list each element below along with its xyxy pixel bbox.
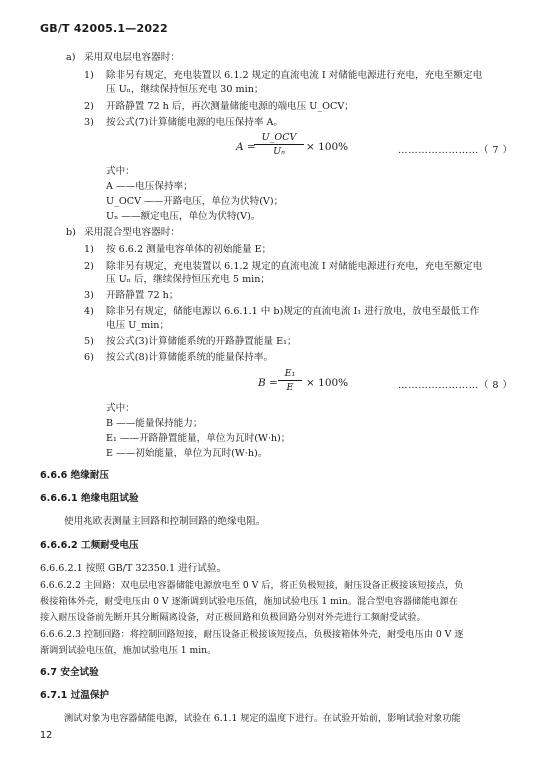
section-heading-6661: 6.6.6.1 绝缘电阻试验: [40, 493, 139, 504]
sub-item-number: 2): [84, 101, 94, 112]
sub-item-text-cont: 压 Uₙ，继续保持恒压充电 30 min；: [106, 84, 264, 95]
section-heading-671: 6.7.1 过温保护: [40, 690, 110, 701]
sub-item-number: 6): [84, 352, 94, 363]
formula-7-number: ……………………（ 7 ）: [398, 145, 513, 156]
paragraph-671: 测试对象为电容器储能电源，试验在 6.1.1 规定的温度下进行。在试验开始前，影响试验对象功能: [64, 713, 461, 724]
sub-item-text: 按公式(7)计算储能电源的电压保持率 A。: [106, 117, 284, 128]
standard-header: GB/T 42005.1—2022: [40, 22, 168, 35]
formula-8-number: ……………………（ 8 ）: [398, 380, 513, 391]
paragraph-66623-line2: 渐调到试验电压值，施加试验电压 1 min。: [40, 645, 217, 656]
formula-7-fraction: [254, 132, 304, 157]
paragraph-6661: 使用兆欧表测量主回路和控制回路的绝缘电阻。: [64, 516, 266, 527]
section-heading-6662: 6.6.6.2 工频耐受电压: [40, 540, 139, 551]
sub-item-text: 开路静置 72 h；: [106, 290, 179, 301]
sub-item-number: 1): [84, 70, 94, 81]
sub-item-number: 5): [84, 336, 94, 347]
formula-8-denominator: E: [286, 382, 294, 393]
where-def-un: Uₙ ——额定电压，单位为伏特(V)。: [106, 211, 261, 222]
where-def-e1: E₁ ——开路静置能量，单位为瓦时(W·h)；: [106, 433, 291, 444]
list-item-a-text: 采用双电层电容器时：: [84, 52, 180, 63]
where-label: 式中：: [106, 166, 135, 177]
where-def-a: A ——电压保持率；: [106, 181, 193, 192]
sub-item-text: 按公式(3)计算储能系统的开路静置能量 E₁；: [106, 336, 297, 347]
sub-item-text: 按 6.6.2 测量电容单体的初始能量 E；: [106, 244, 272, 255]
paragraph-66622-line3: 接入耐压设备前先断开其分断隔离设备，对正极回路和负极回路分别对外壳进行工频耐受试验。: [40, 612, 426, 623]
sub-item-text-cont: 压 Uₙ 后，继续保持恒压充电 5 min；: [106, 274, 271, 285]
sub-item-text: 按公式(8)计算储能系统的能量保持率。: [106, 352, 274, 363]
formula-8-lhs: B =: [258, 377, 278, 389]
formula-7-rhs: × 100%: [306, 141, 349, 153]
paragraph-66622-line2: 极接箱体外壳，耐受电压由 0 V 逐渐调到试验电压值，施加试验电压 1 min。混合型电容器储能电源在: [40, 596, 458, 607]
sub-item-text: 除非另有规定，储能电源以 6.6.1.1 中 b)规定的直流电流 I₁ 进行放电，放电至最低工作: [106, 306, 480, 317]
where-def-uocv: U_OCV ——开路电压，单位为伏特(V)；: [106, 196, 284, 207]
list-item-b-text: 采用混合型电容器时：: [84, 227, 180, 238]
sub-item-text: 除非另有规定，充电装置以 6.1.2 规定的直流电流 I 对储能电源进行充电，充电至额定电: [106, 261, 483, 272]
sub-item-number: 1): [84, 244, 94, 255]
paragraph-66623-line1: 6.6.6.2.3 控制回路：将控制回路短接，耐压设备正极接该短接点，负极接箱体外壳，耐受电压由 0 V 逐: [40, 629, 464, 640]
formula-8-fraction: [278, 368, 302, 393]
page-number: 12: [40, 730, 53, 741]
sub-item-number: 2): [84, 261, 94, 272]
sub-item-text-cont: 电压 U_min；: [106, 320, 170, 331]
formula-7-denominator: Uₙ: [273, 146, 285, 157]
sub-item-number: 4): [84, 306, 94, 317]
paragraph-66621: 6.6.6.2.1 按照 GB/T 32350.1 进行试验。: [40, 563, 227, 574]
sub-item-text: 开路静置 72 h 后，再次测量储能电源的端电压 U_OCV；: [106, 101, 354, 112]
formula-7-lhs: A =: [236, 141, 256, 153]
list-label-a: a): [66, 52, 76, 63]
sub-item-number: 3): [84, 117, 94, 128]
section-heading-666: 6.6.6 绝缘耐压: [40, 470, 110, 481]
sub-item-text: 除非另有规定，充电装置以 6.1.2 规定的直流电流 I 对储能电源进行充电，充电至额定电: [106, 70, 483, 81]
formula-7-numerator: U_OCV: [254, 132, 304, 145]
list-label-b: b): [66, 227, 76, 238]
where-def-e: E ——初始能量，单位为瓦时(W·h)。: [106, 448, 268, 459]
formula-8-rhs: × 100%: [306, 377, 349, 389]
section-heading-67: 6.7 安全试验: [40, 667, 99, 678]
where-label: 式中：: [106, 403, 135, 414]
formula-8-numerator: E₁: [278, 368, 302, 381]
where-def-b: B ——能量保持能力；: [106, 418, 203, 429]
paragraph-66622-line1: 6.6.6.2.2 主回路：双电层电容器储能电源放电至 0 V 后，将正负极短接，耐压设备正极接该短接点，负: [40, 580, 464, 591]
sub-item-number: 3): [84, 290, 94, 301]
